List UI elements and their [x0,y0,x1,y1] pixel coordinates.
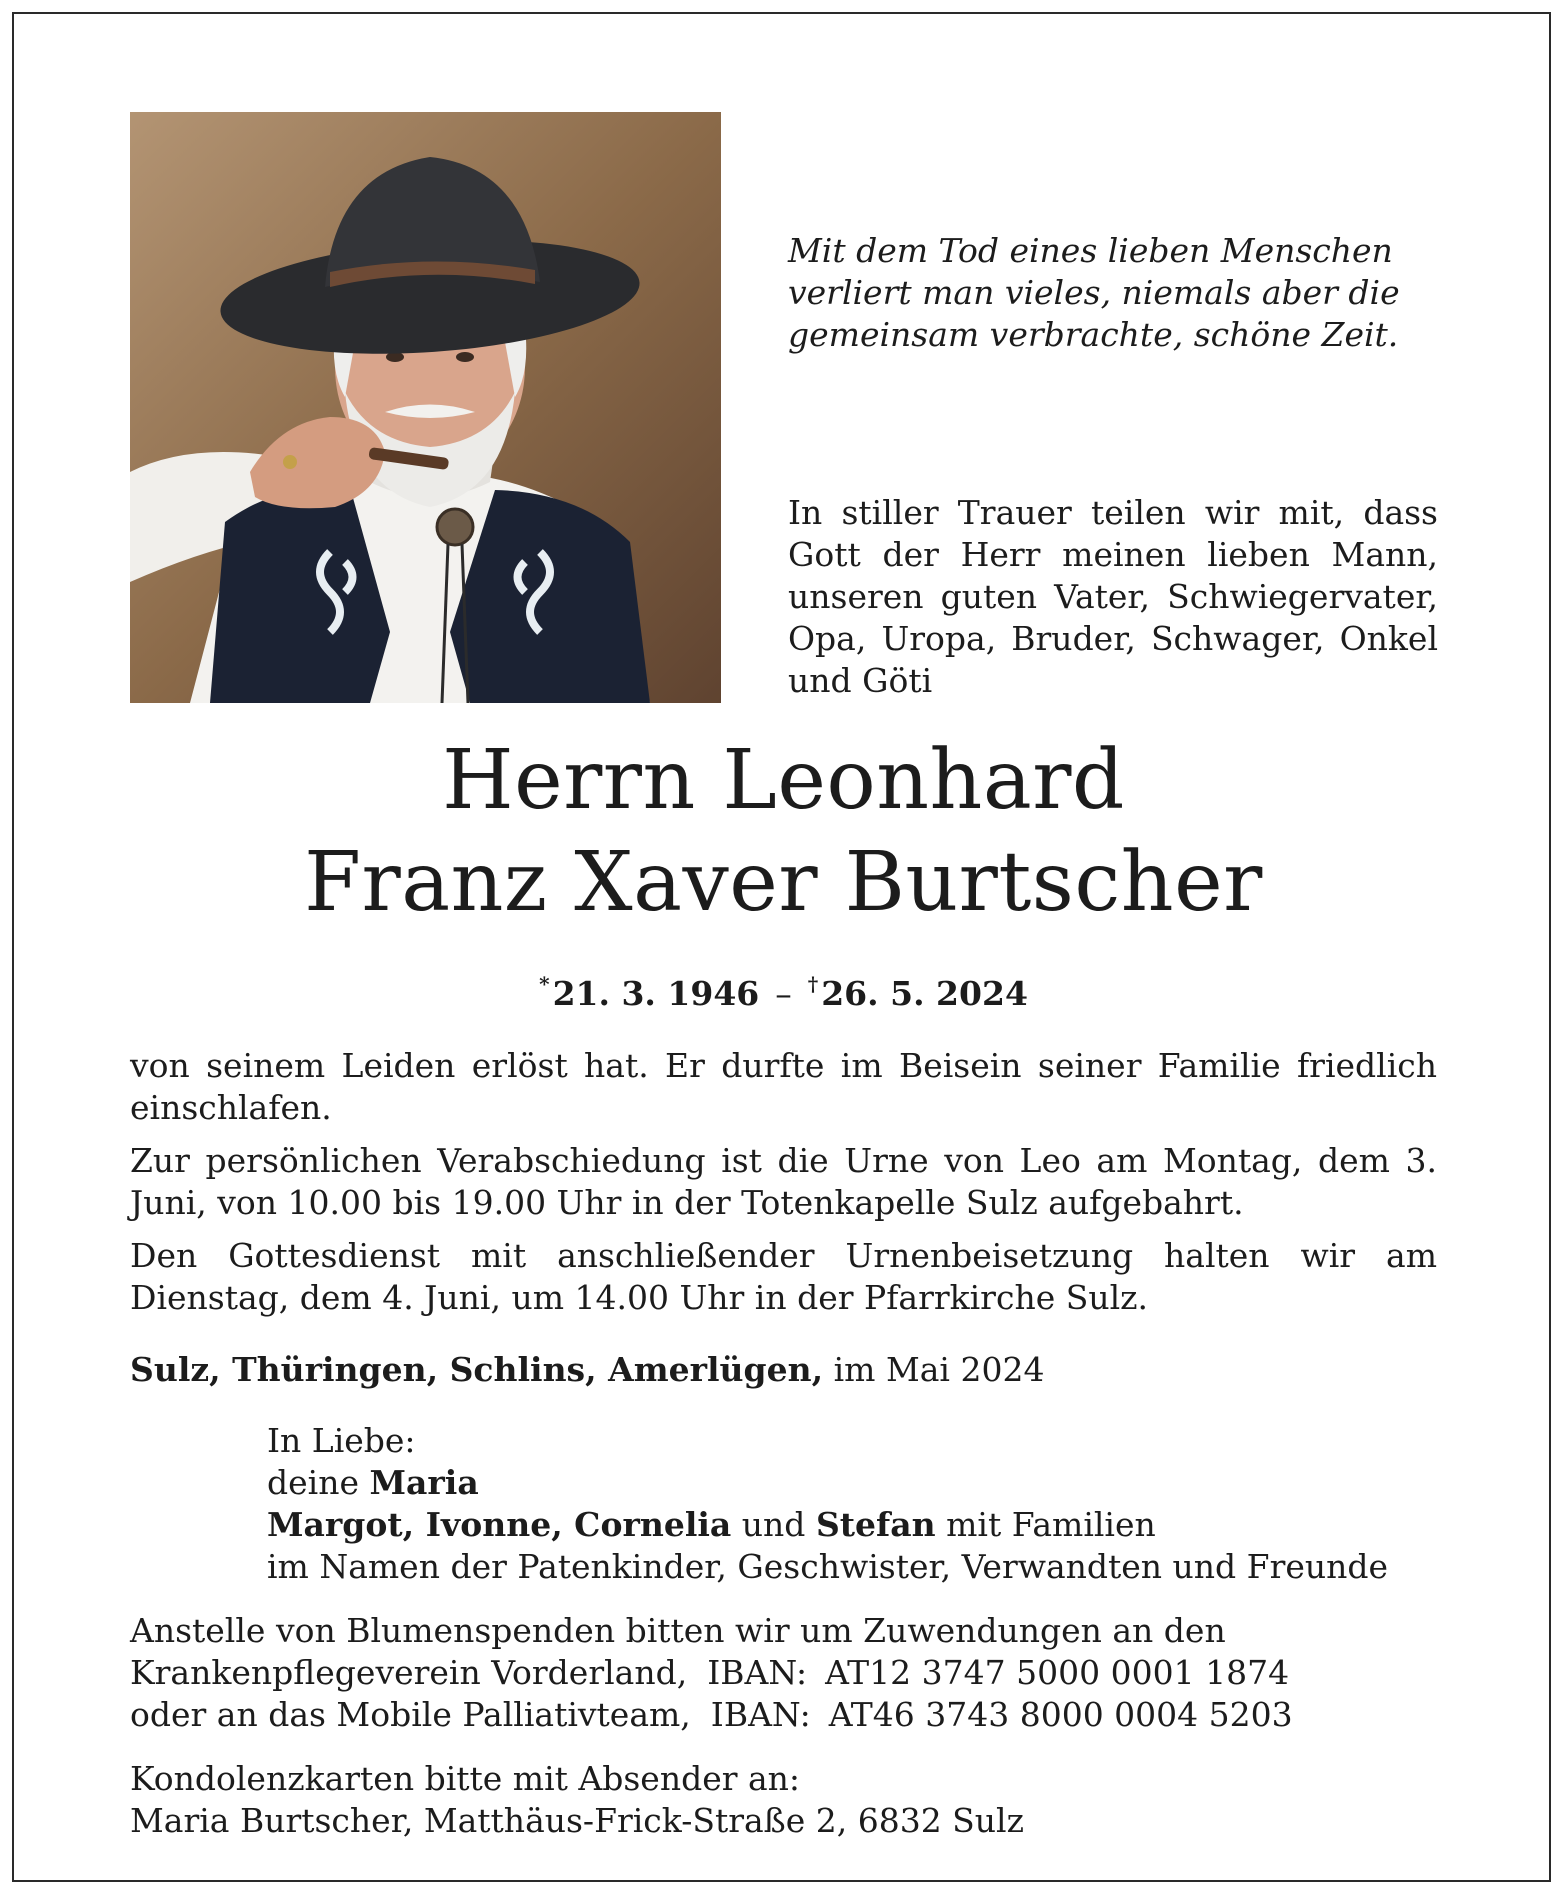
name-line-2: Franz Xaver Burtscher [304,835,1263,930]
date-separator: – [775,974,792,1013]
deceased-name [130,730,1437,934]
signoff-line-children [267,1504,1437,1546]
death-symbol: † [807,972,819,996]
iban-value: AT46 3743 8000 0004 5203 [828,1695,1293,1734]
paragraph-farewell: Zur persönlichen Verabschiedung ist die Urne von Leo am Montag, dem 3. Juni, von 10.00 bis 19.00 Uhr in der Totenkapelle Sulz aufgebahrt. [130,1141,1437,1222]
iban-value: AT12 3747 5000 0001 1874 [825,1653,1290,1692]
children-names: Margot, Ivonne, Cornelia [267,1505,732,1544]
life-dates [130,972,1437,1013]
notice-date: im Mai 2024 [833,1350,1045,1389]
donation-org: Krankenpflegeverein Vorderland, [130,1653,688,1692]
donation-row [130,1694,1437,1736]
name-line-1: Herrn Leonhard [442,733,1125,828]
birth-date: 21. 3. 1946 [552,974,760,1013]
donation-info [130,1610,1437,1736]
condolence-address-line: Maria Burtscher, Matthäus-Frick-Straße 2, 6832 Sulz [130,1801,1024,1840]
condolence-intro: Kondolenzkarten bitte mit Absender an: [130,1759,801,1798]
iban-label: IBAN: [710,1695,811,1734]
signoff-line-relatives: im Namen der Patenkinder, Geschwister, Verwandten und Freunde [267,1547,1389,1586]
family-signoff [267,1420,1437,1588]
signoff-and: und [741,1505,806,1544]
condolence-address [130,1758,1437,1842]
memorial-quote [788,230,1438,356]
portrait-photo [130,112,721,703]
child-name: Stefan [815,1505,936,1544]
paragraph-passing: von seinem Leiden erlöst hat. Er durfte im Beisein seiner Familie friedlich einschlafen. [130,1046,1437,1127]
donation-row [130,1652,1437,1694]
signoff-prefix: deine [267,1463,359,1502]
portrait-illustration [130,112,721,703]
quote-line: gemeinsam verbrachte, schöne Zeit. [788,315,1399,354]
paragraph-service: Den Gottesdienst mit anschließender Urnenbeisetzung halten wir am Dienstag, dem 4. Juni, um 14.00 Uhr in der Pfarrkirche Sulz. [130,1236,1437,1317]
locations: Sulz, Thüringen, Schlins, Amerlügen, [130,1350,824,1389]
quote-line: Mit dem Tod eines lieben Menschen [788,231,1393,270]
place-and-date [130,1350,1437,1389]
death-date: 26. 5. 2024 [821,974,1028,1013]
quote-line: verliert man vieles, niemals aber die [788,273,1400,312]
iban-label: IBAN: [707,1653,808,1692]
announcement-intro: In stiller Trauer teilen wir mit, dass Gott der Herr meinen lieben Mann, unseren guten Vater, Schwiegervater, Opa, Uropa, Bruder, Schwager, Onkel und Göti [788,493,1438,700]
signoff-line-spouse [267,1462,1437,1504]
spouse-name: Maria [369,1463,479,1502]
donation-org: oder an das Mobile Palliativteam, [130,1695,691,1734]
birth-symbol: * [539,972,550,996]
signoff-intro: In Liebe: [267,1421,416,1460]
signoff-suffix: mit Familien [946,1505,1156,1544]
donation-intro: Anstelle von Blumenspenden bitten wir um Zuwendungen an den [130,1611,1226,1650]
